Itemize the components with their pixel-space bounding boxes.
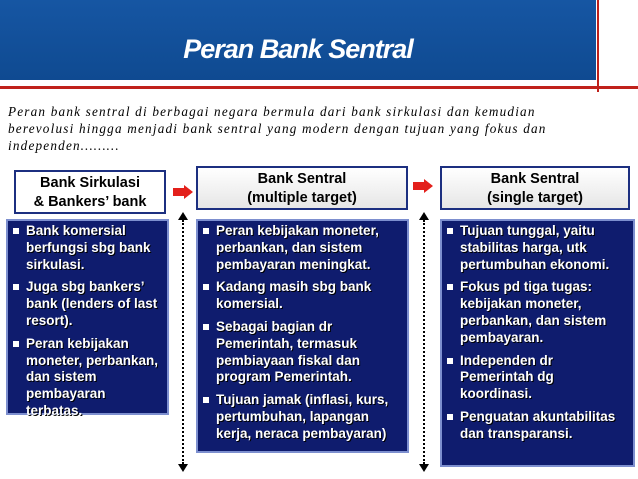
title-bar-corner [600, 0, 638, 80]
header-bank-sirkulasi [14, 170, 166, 214]
slide-title: Peran Bank Sentral [183, 34, 413, 64]
header-line2: (single target) [487, 190, 583, 206]
list-item: Penguatan akuntabilitas dan transparansi. [446, 409, 629, 443]
list-item: Kadang masih sbg bank komersial. [202, 279, 403, 313]
intro-text: Peran bank sentral di berbagai negara bermula dari bank sirkulasi dan kemudian berevolusi hingga menjadi bank sentral yang modern dengan tujuan yang fokus dan independen……… [8, 104, 547, 153]
separator-arrow-down-icon [419, 464, 429, 472]
separator-arrow-up-icon [178, 212, 188, 220]
separator-line [423, 220, 425, 464]
header-line2: (multiple target) [247, 190, 357, 206]
list-item: Juga sbg bankers’ bank (lenders of last resort). [12, 279, 163, 329]
separator-line [182, 220, 184, 464]
separator-arrow-up-icon [419, 212, 429, 220]
header-line1: Bank Sentral [490, 171, 580, 187]
arrow-right-icon [173, 185, 193, 199]
list-item: Tujuan tunggal, yaitu stabilitas harga, utk pertumbuhan ekonomi. [446, 223, 629, 273]
list-item: Tujuan jamak (inflasi, kurs, pertumbuhan, lapangan kerja, neraca pembayaran) [202, 392, 403, 442]
accent-vertical-line [597, 0, 599, 92]
list-item: Fokus pd tiga tugas: kebijakan moneter, perbankan, dan sistem pembayaran. [446, 279, 629, 346]
list-item: Bank komersial berfungsi sbg bank sirkulasi. [12, 223, 163, 273]
accent-horizontal-line [0, 86, 638, 89]
arrow-right-icon [413, 179, 433, 193]
header-multiple-target [196, 166, 408, 210]
separator-arrow-down-icon [178, 464, 188, 472]
box-multiple-target [196, 219, 409, 453]
list-item: Independen dr Pemerintah dg koordinasi. [446, 353, 629, 403]
list-item: Peran kebijakan moneter, perbankan, dan sistem pembayaran terbatas. [12, 336, 163, 420]
list-item: Sebagai bagian dr Pemerintah, termasuk pembiayaan fiskal dan program Pemerintah. [202, 319, 403, 386]
header-line1: Bank Sirkulasi [40, 175, 140, 191]
header-line1: Bank Sentral [257, 171, 347, 187]
box-bank-sirkulasi [6, 219, 169, 418]
box-single-target [440, 219, 635, 467]
header-single-target [440, 166, 630, 210]
header-line2: & Bankers’ bank [33, 194, 147, 210]
list-item: Peran kebijakan moneter, perbankan, dan sistem pembayaran meningkat. [202, 223, 403, 273]
